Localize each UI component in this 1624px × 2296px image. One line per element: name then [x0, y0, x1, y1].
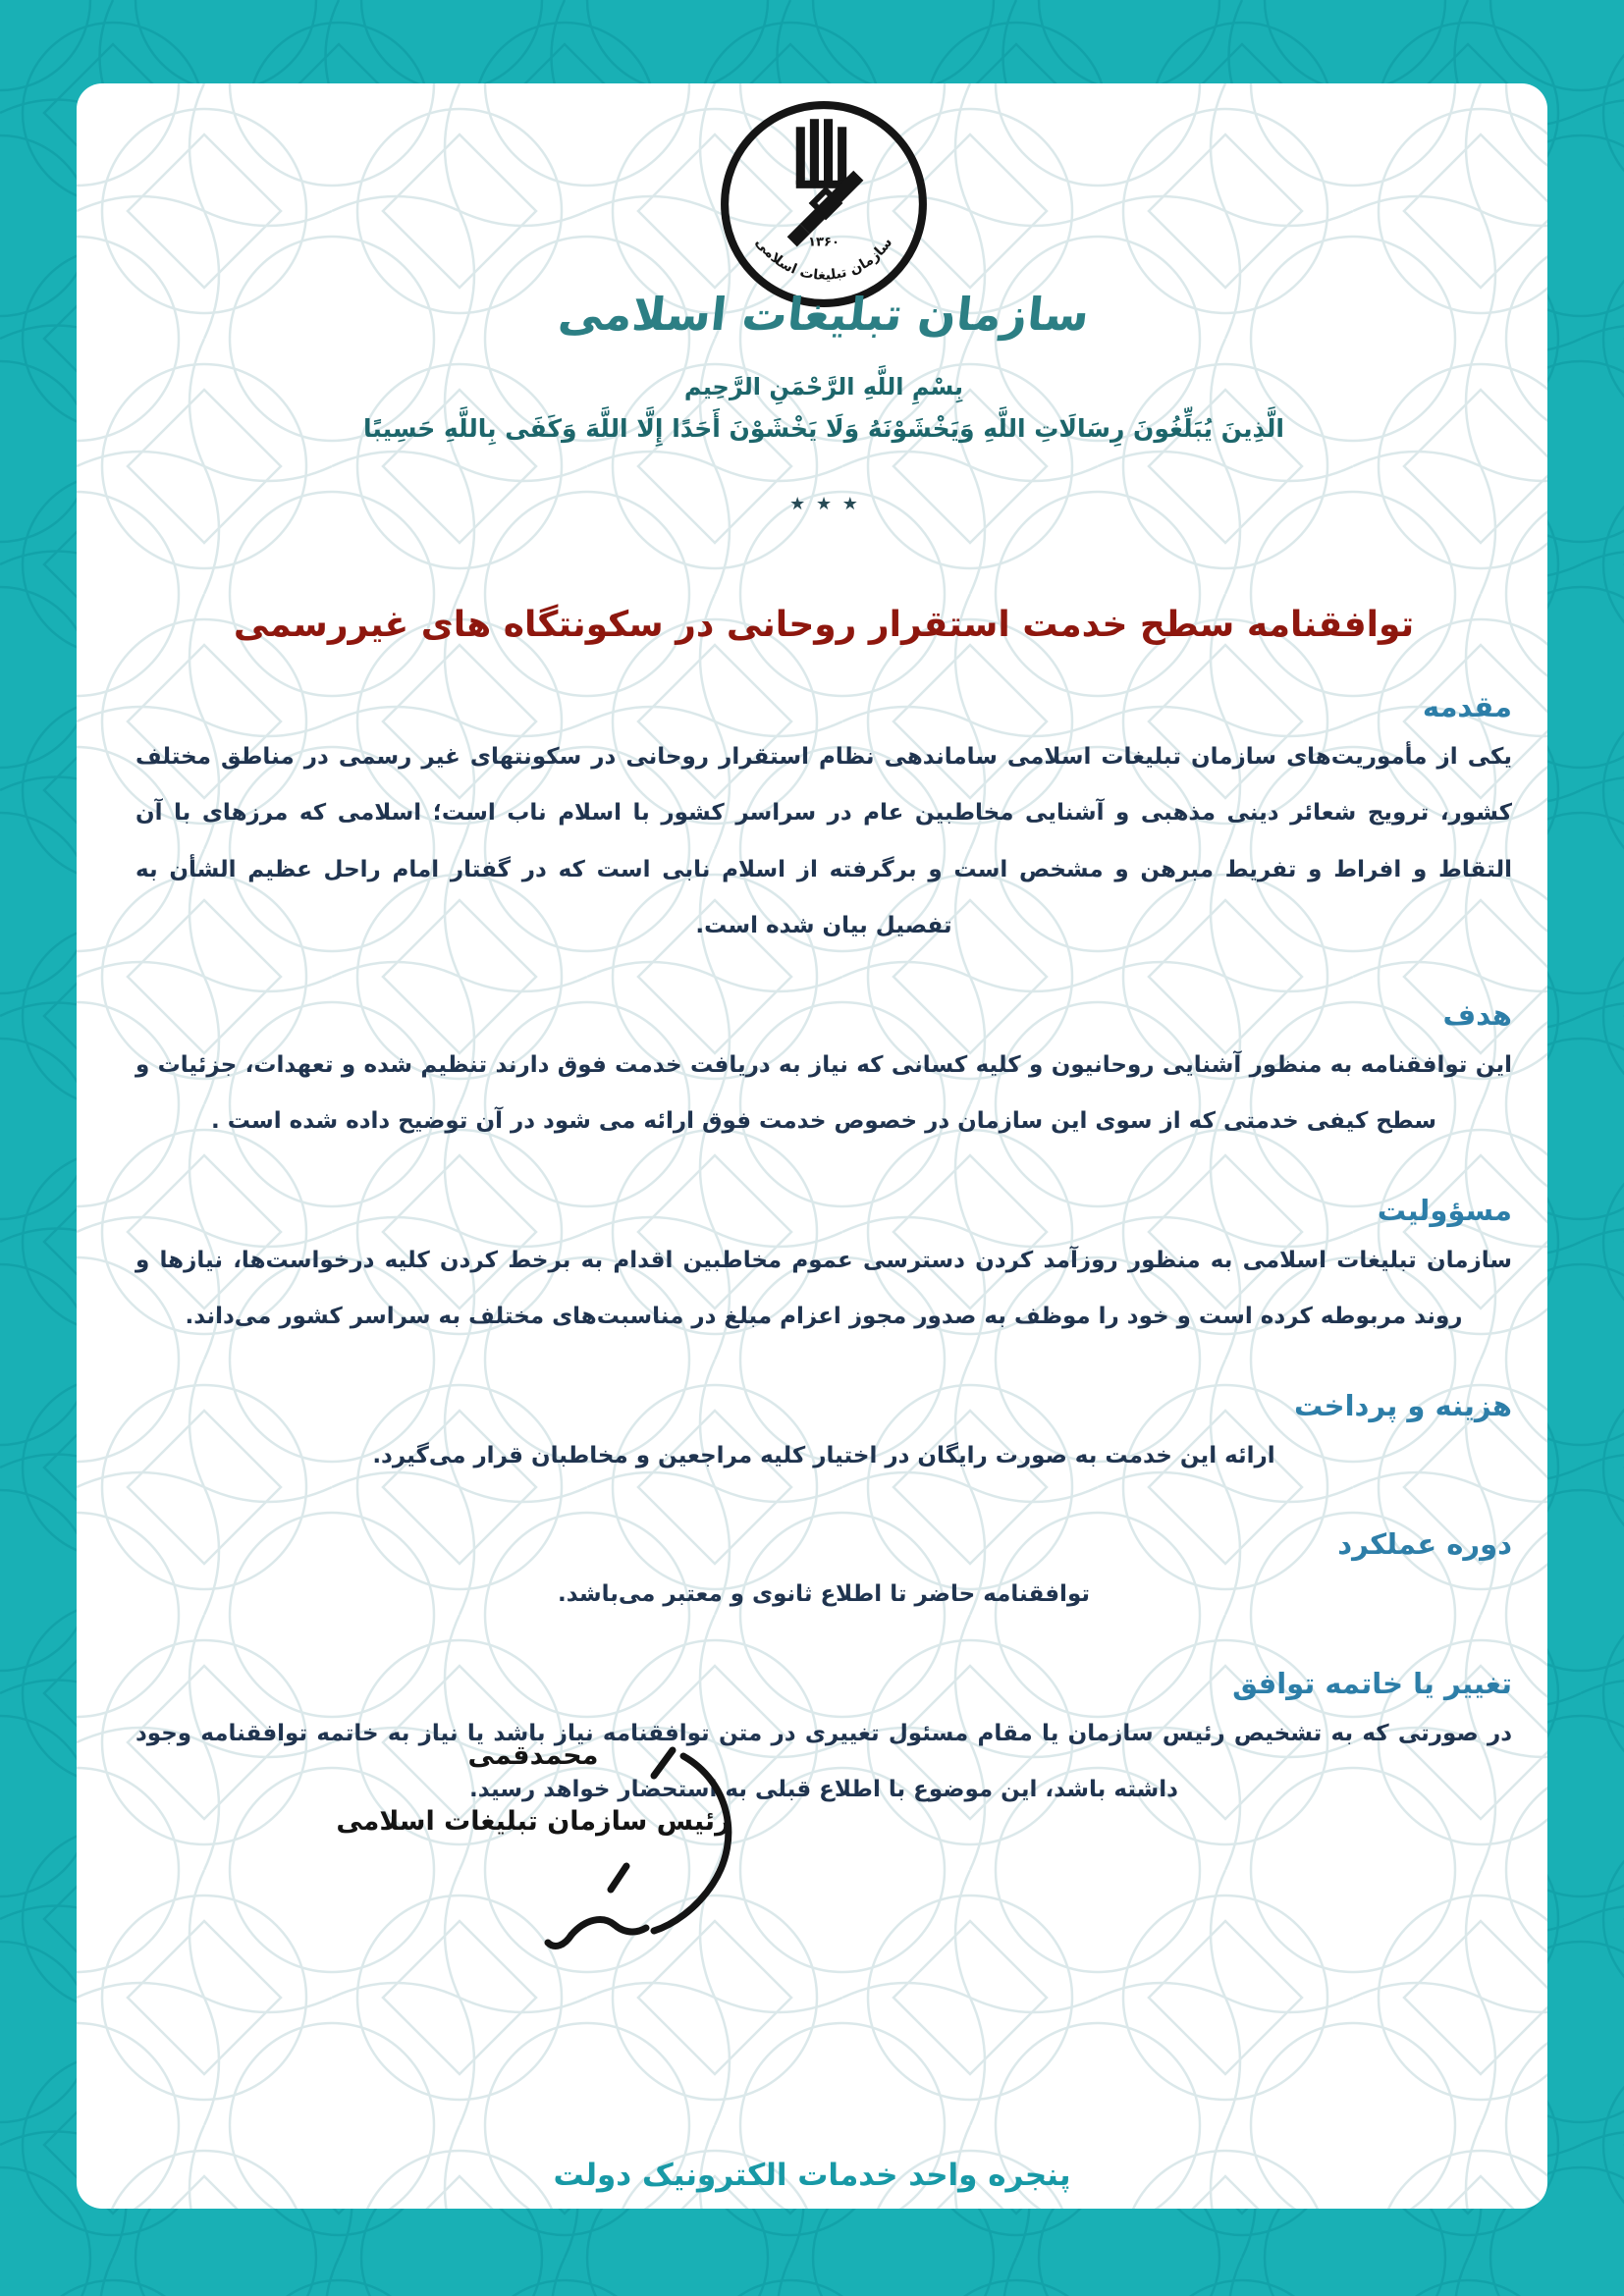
section-cost-payment-body: ارائه این خدمت به صورت رایگان در اختیار کلیه مراجعین و مخاطبان قرار می‌گیرد.: [372, 1442, 1275, 1468]
section-change-termination-heading: تغییر یا خاتمه توافق: [1232, 1666, 1512, 1700]
section-introduction-heading: مقدمه: [1422, 689, 1512, 723]
document-content: [77, 83, 1547, 2209]
document-title: توافقنامه سطح خدمت استقرار روحانی در سکونتگاه های غیررسمی: [233, 604, 1415, 645]
section-performance-period: [135, 1527, 1512, 1624]
section-responsibility: [135, 1194, 1512, 1346]
footer-service-window-label: پنجره واحد خدمات الکترونیک دولت: [553, 2158, 1071, 2193]
kufic-allah-motif: [787, 119, 864, 246]
signature-block: [322, 1740, 744, 1837]
section-responsibility-heading: مسؤولیت: [1377, 1193, 1512, 1227]
organization-emblem: [715, 95, 933, 317]
section-cost-payment: [135, 1389, 1512, 1485]
section-introduction: [135, 690, 1512, 955]
section-performance-period-heading: دوره عملکرد: [1337, 1527, 1512, 1562]
section-performance-period-body: توافقنامه حاضر تا اطلاع ثانوی و معتبر می‌باشد.: [558, 1581, 1090, 1608]
signatory-title: رئیس سازمان تبلیغات اسلامی: [336, 1806, 731, 1837]
section-change-termination-body: در صورتی که به تشخیص رئیس سازمان یا مقام مسئول تغییری در متن توافقنامه نیاز باشد یا نیاز به خاتمه توافقنامه وجود داشته باشد، این موضوع با اطلاع قبلی به استحضار خواهد رسید.: [135, 1720, 1512, 1803]
ornament-asterisks: ٭ ٭ ٭: [789, 485, 858, 520]
emblem-year: ۱۳۶۰: [807, 235, 840, 250]
section-goal-body: این توافقنامه به منظور آشنایی روحانیون و کلیه کسانی که نیاز به دریافت خدمت فوق دارند تنظیم شده و تعهدات، جزئیات و سطح کیفی خدمتی که از سوی این سازمان در خصوص خدمت فوق ارائه می شود در آن توضیح داده شده است .: [135, 1051, 1512, 1135]
quran-verse-text: الَّذِينَ يُبَلِّغُونَ رِسَالَاتِ اللَّهِ وَيَخْشَوْنَهُ وَلَا يَخْشَوْنَ أَحَدًا إِلَّا اللَّهَ وَكَفَى بِاللَّهِ حَسِيبًا: [363, 413, 1284, 443]
section-goal: [135, 998, 1512, 1150]
document-sheet: [77, 83, 1547, 2209]
emblem-inner-text: سازمان تبلیغات اسلامی: [751, 235, 896, 284]
sections-container: [135, 690, 1512, 1819]
section-responsibility-body: سازمان تبلیغات اسلامی به منظور روزآمد کردن دسترسی عموم مخاطبین اقدام به برخط کردن کلیه درخواست‌ها، نیازها و روند مربوطه کرده است و خود را موظف به صدور مجوز اعزام مبلغ در مناسبت‌های مختلف به سراسر کشور می‌داند.: [135, 1247, 1512, 1330]
emblem-seal-icon: [715, 95, 933, 313]
section-cost-payment-heading: هزینه و پرداخت: [1293, 1388, 1512, 1422]
section-introduction-body: یکی از مأموریت‌های سازمان تبلیغات اسلامی ساماندهی نظام استقرار روحانی در سکونتهای غیر رسمی در مناطق مختلف کشور، ترویج شعائر دینی مذهبی و آشنایی مخاطبین عام در سراسر کشور با اسلام ناب است؛ اسلامی که مرزهای با آن التقاط و افراط و تفریط مبرهن و مشخص است و برگرفته از اسلام نابی است که در گفتار امام راحل عظیم الشأن به تفصیل بیان شده است.: [135, 743, 1512, 939]
section-goal-heading: هدف: [1442, 997, 1512, 1032]
bismillah-text: بِسْمِ اللَّهِ الرَّحْمَنِ الرَّحِيم: [683, 372, 964, 400]
organization-calligraphy: سازمان تبلیغات اسلامی: [556, 288, 1092, 341]
signatory-name: محمدقمی: [467, 1740, 599, 1771]
